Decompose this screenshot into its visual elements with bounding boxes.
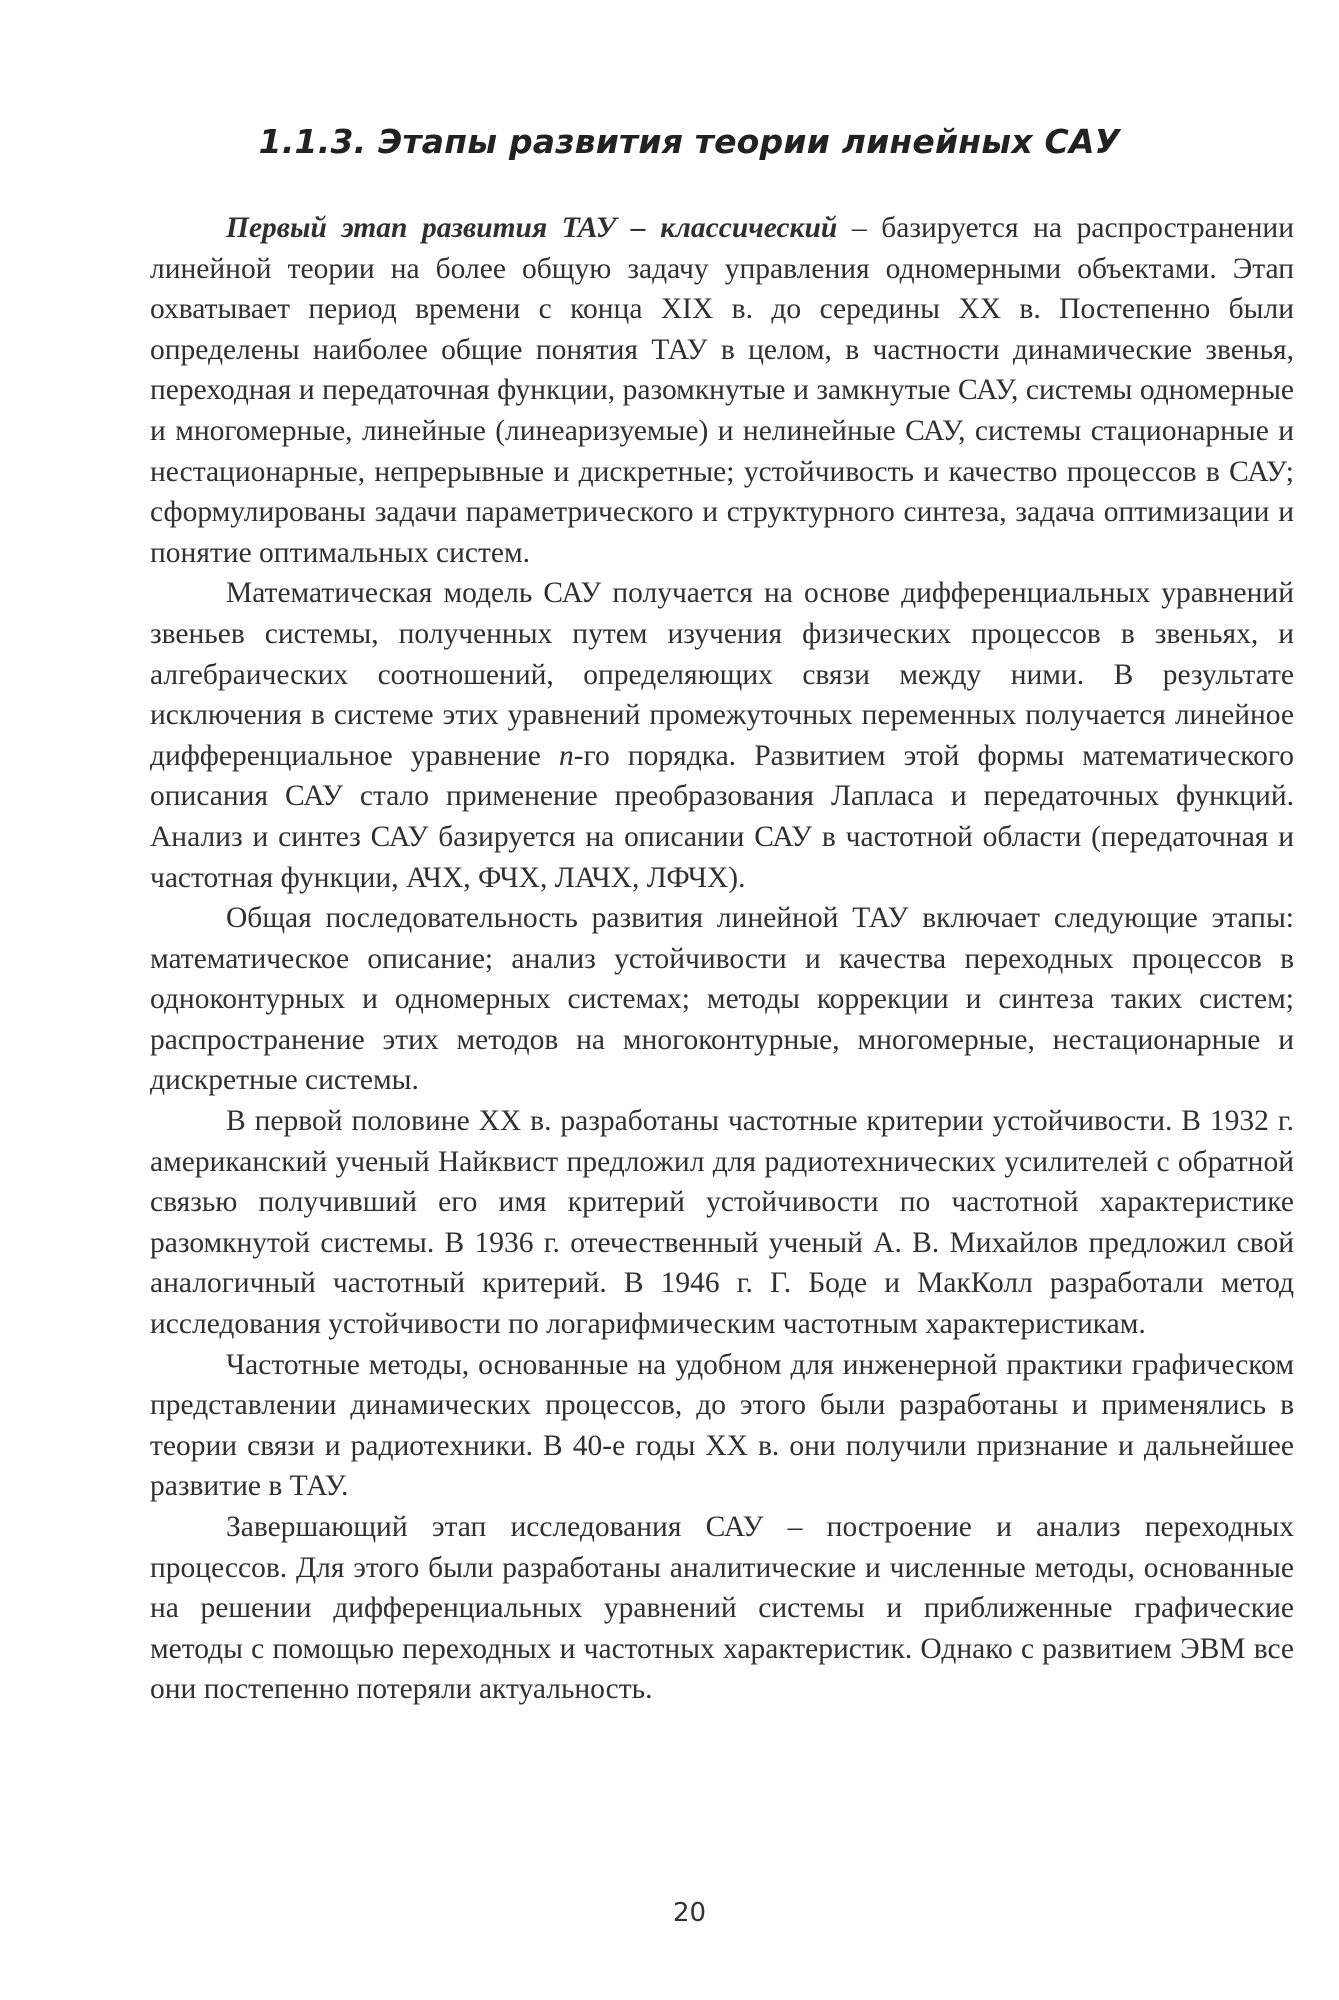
page-number: 20 bbox=[672, 1898, 707, 1928]
paragraph-math-model bbox=[150, 573, 1294, 898]
body-text bbox=[150, 208, 1294, 1710]
order-variable: n bbox=[559, 739, 574, 772]
paragraph-final-stage: Завершающий этап исследования САУ – построение и анализ переходных процессов. Для этого были разработаны аналитические и численные методы, основанные на решении дифференциальных уравнений системы и приближенные графические методы с помощью переходных и частотных характеристик. Однако с развитием ЭВМ все они постепенно потеряли актуальность. bbox=[150, 1511, 1294, 1706]
paragraph-text-after: -го порядка. Развитием этой формы математического описания САУ стало применение преобразования Лапласа и передаточных функций. Анализ и синтез САУ базируется на описании САУ в частотной области (передаточная и частотная функции, АЧХ, ФЧХ, ЛАЧХ, ЛФЧХ). bbox=[150, 739, 1294, 894]
paragraph-text: – базируется на распространении линейной теории на более общую задачу управления одномерными объектами. Этап охватывает период времени с конца XIX в. до середины XX в. Постепенно были определены наиболее общие понятия ТАУ в целом, в частности динамические звенья, переходная и передаточная функции, разомкнутые и замкнутые САУ, системы одномерные и многомерные, линейные (линеаризуемые) и нелинейные САУ, системы стационарные и нестационарные, непрерывные и дискретные; устойчивость и качество процессов в САУ; сформулированы задачи параметрического и структурного синтеза, задача оптимизации и понятие оптимальных систем. bbox=[150, 212, 1294, 569]
paragraph-text-before: Математическая модель САУ получается на основе дифференциальных уравнений звеньев системы, полученных путем изучения физических процессов в звеньях, и алгебраических соотношений, определяющих связи между ними. В результате исключения в системе этих уравнений промежуточных переменных получается линейное дифференциальное уравнение bbox=[150, 577, 1294, 772]
paragraph-lead-phrase: Первый этап развития ТАУ – классический bbox=[226, 212, 838, 244]
paragraph-classical-stage bbox=[150, 208, 1294, 573]
section-heading: 1.1.3. Этапы развития теории линейных САУ bbox=[258, 122, 1121, 161]
paragraph-general-sequence: Общая последовательность развития линейной ТАУ включает следующие этапы: математическое описание; анализ устойчивости и качества переходных процессов в одноконтурных и одномерных системах; методы коррекции и синтеза таких систем; распространение этих методов на многоконтурные, многомерные, нестационарные и дискретные системы. bbox=[150, 902, 1294, 1097]
paragraph-frequency-criteria: В первой половине XX в. разработаны частотные критерии устойчивости. В 1932 г. американский ученый Найквист предложил для радиотехнических усилителей с обратной связью получивший его имя критерий устойчивости по частотной характеристике разомкнутой системы. В 1936 г. отечественный ученый А. В. Михайлов предложил свой аналогичный частотный критерий. В 1946 г. Г. Боде и МакКолл разработали метод исследования устойчивости по логарифмическим частотным характеристикам. bbox=[150, 1105, 1294, 1341]
paragraph-frequency-methods: Частотные методы, основанные на удобном для инженерной практики графическом представлении динамических процессов, до этого были разработаны и применялись в теории связи и радиотехники. В 40-е годы XX в. они получили признание и дальнейшее развитие в ТАУ. bbox=[150, 1348, 1294, 1503]
